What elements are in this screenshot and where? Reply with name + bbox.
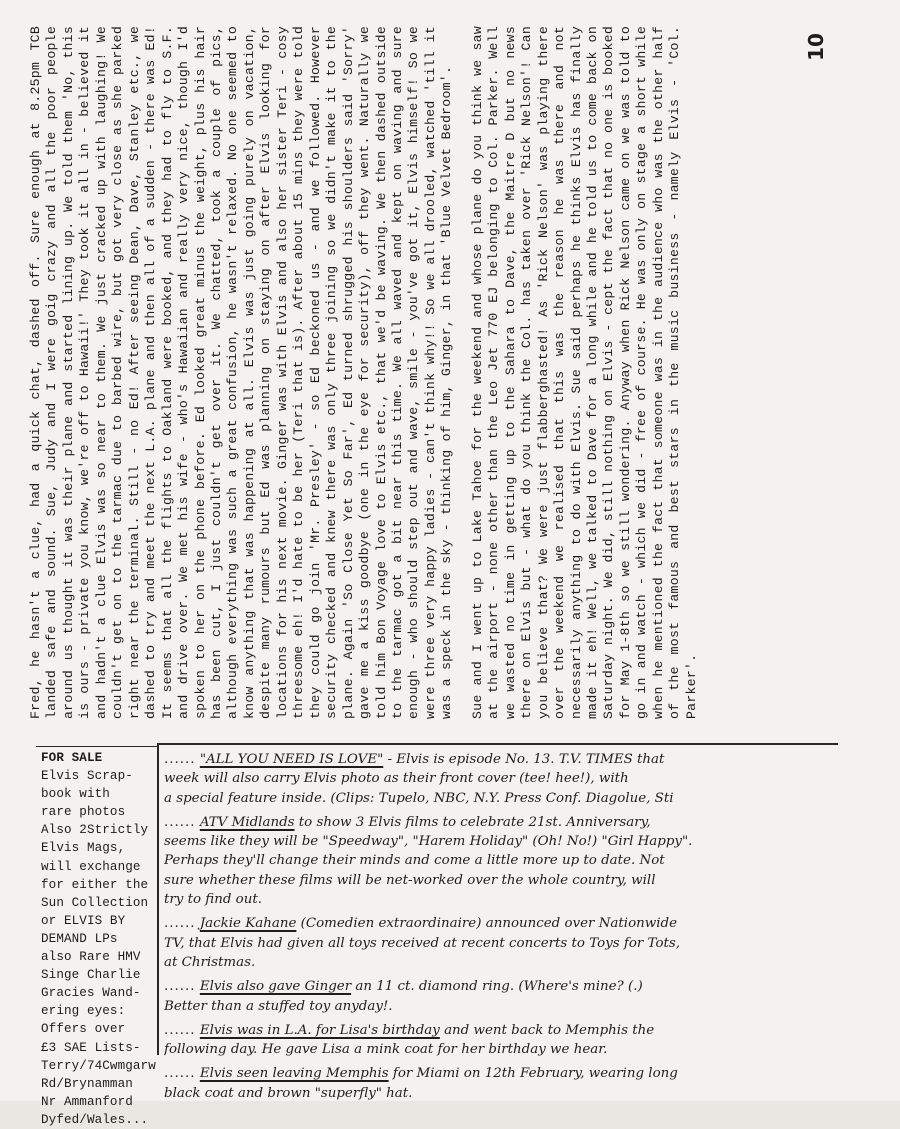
news-line: try to find out. bbox=[164, 892, 263, 908]
leader-dots: ...... bbox=[164, 1066, 196, 1082]
news-line: Better than a stuffed toy anyday!. bbox=[164, 998, 393, 1014]
news-headline: ATV Midlands bbox=[199, 814, 295, 830]
article-paragraph: Fred, he hasn't a clue, had a quick chat, dashed off. Sure enough at 8.25pm TCB landed safe and sound. Sue, Judy and I were goig crazy and all the poor people around us thought it was their plane and started lining up. We told them 'No, this is ours - private you know, we're off to Hawaii!' They took it all in - believed it and hadn't a clue Elvis was so near to them. We just cracked up with laughing! We couldn't get on to the tarmac due to barbed wire, but got very close as she parked right near the terminal. Still - no Ed! After seeing Dean, Dave, Stanley etc., we dashed to try and meet the next L.A. plane and then all of a sudden - there was Ed! It seems that all the flights to Oakland were booked, and they had to fly to S.F. and drive over. We met his wife - who's Hawaiian and really very nice, though I'd spoken to her on the phone before. Ed looked great minus the weight, plus his hair has been cut, I just couldn't get over it. We chatted, took a couple of pics, although everything was such a great confusion, he wasn't relaxed. No one seemed to know anything that was happening at all. Elvis was just going purely on vacation, despite many rumours but Ed was planning on staying on after Elvis looking for locations for his next movie. Ginger was with Elvis and also her sister Teri - cosy threesome eh! I'd hate to be her (Teri that is). After about 15 mins they were told they could go join 'Mr. Presley' - so Ed beckoned us - and we followed. However security checked and knew there was only three joining so we didn't make it to the plane. Again 'So Close Yet So Far', Ed turned shrugged his shoulders said 'Sorry' gave me a kiss goodbye (one in the eye for security), off they went. Naturally we told him Bon Voyage love to Elvis etc., that we'd be waving. We then dashed outside to the tarmac got a bit near this time. We all waved and kept on waving and sure enough - who should step out and wave, smile - you've got it, Elvis himself! So we were three very happy ladies - can't think why!! So we all drooled, watched 'till it was a speck in the sky - thinking of him, Ginger, in that 'Blue Velvet Bedroom'. bbox=[28, 26, 455, 719]
news-text: for Miami on 12th February, wearing long bbox=[388, 1066, 678, 1082]
for-sale-line: Nr Ammanford bbox=[41, 1094, 133, 1109]
news-items bbox=[164, 750, 840, 1108]
for-sale-line: Offers over bbox=[41, 1022, 126, 1037]
for-sale-heading: FOR SALE bbox=[41, 751, 103, 765]
for-sale-line: Gracies Wand- bbox=[41, 986, 141, 1001]
for-sale-line: Elvis Mags, bbox=[41, 841, 126, 856]
for-sale-line: book with bbox=[41, 787, 110, 802]
news-text: (Comedien extraordinaire) announced over Nationwide bbox=[296, 916, 678, 932]
for-sale-line: Elvis Scrap- bbox=[41, 769, 133, 784]
leader-dots: ...... bbox=[164, 814, 196, 830]
news-item bbox=[164, 914, 840, 972]
leader-dots: ...... bbox=[164, 752, 196, 767]
for-sale-line: Rd/Brynamman bbox=[41, 1076, 133, 1091]
article-column-rotated bbox=[22, 22, 822, 727]
news-line: TV, that Elvis had given all toys received at recent concerts to Toys for Tots, bbox=[164, 935, 681, 951]
news-item bbox=[164, 1064, 840, 1103]
for-sale-line: rare photos bbox=[41, 805, 126, 820]
for-sale-line: DEMAND LPs bbox=[41, 931, 118, 946]
for-sale-line: Sun Collection bbox=[41, 895, 149, 910]
for-sale-box bbox=[41, 749, 157, 1129]
for-sale-line: ering eyes: bbox=[41, 1004, 126, 1019]
news-line: following day. He gave Lisa a mink coat for her birthday we hear. bbox=[164, 1042, 608, 1058]
news-text: and went back to Memphis the bbox=[439, 1022, 655, 1038]
news-headline: Elvis was in L.A. for Lisa's birthday bbox=[199, 1022, 440, 1038]
leader-dots: ...... bbox=[164, 916, 196, 932]
news-text: - Elvis is episode No. 13. T.V. TIMES that bbox=[383, 752, 665, 767]
news-line: seems like they will be "Speedway", "Harem Holiday" (Oh! No!) "Girl Happy". bbox=[164, 834, 693, 850]
news-line: sure whether these films will be net-worked over the whole country, will bbox=[164, 872, 656, 888]
news-item bbox=[164, 813, 840, 909]
for-sale-line: will exchange bbox=[41, 859, 141, 874]
article-paragraph: Sue and I went up to Lake Tahoe for the weekend and whose plane do you think we saw at the airport - none other than the Leo Jet 770 EJ belonging to Col. Parker. Well we wasted no time in getting up to the Sahara to Dave, the Maitre D but no news there on Elvis but - what do you think the Col. has taken over 'Rick Nelson'! Can you believe that? We were just flabberghasted! As 'Rick Nelson' was playing there over the weekend we realised that this was the reason he was there and not necessarily anything to do with Elvis. Sue said perhaps he thinks Elvis has finally made it eh! Well, we talked to Dave for a long while and he told us to come back on Saturday night. We did, still nothing on Elvis - cept the fact that no one is booked for May 1-8th so we still wondering. Anyway when Rick Nelson came on we was told to go in and watch - which we did - free of course. He was only on stage a short while when he mentioned the fact that someone was in the audience who was the other half of the most famous and best stars in the music business - namely Elvis - 'Col. Parker'. bbox=[469, 26, 699, 719]
news-headline: Elvis also gave Ginger bbox=[199, 979, 352, 995]
for-sale-line: for either the bbox=[41, 877, 149, 892]
leader-dots: ...... bbox=[164, 979, 196, 995]
news-headline: Elvis seen leaving Memphis bbox=[199, 1066, 389, 1082]
for-sale-line: or ELVIS BY bbox=[41, 913, 126, 928]
for-sale-line: £3 SAE Lists- bbox=[41, 1040, 141, 1055]
main-article bbox=[22, 22, 822, 727]
news-line: black coat and brown "superfly" hat. bbox=[164, 1085, 413, 1101]
leader-dots: ...... bbox=[164, 1022, 196, 1038]
news-line: Perhaps they'll change their minds and come a little more up to date. Not bbox=[164, 853, 665, 869]
news-line: a special feature inside. (Clips: Tupelo, NBC, N.Y. Press Conf. Diagolue, Sti bbox=[164, 790, 674, 806]
divider-horizontal-left bbox=[36, 746, 157, 747]
news-item bbox=[164, 750, 840, 808]
news-headline: Jackie Kahane bbox=[199, 916, 297, 932]
news-item bbox=[164, 1021, 840, 1060]
divider-vertical bbox=[157, 743, 159, 1055]
page-number: 10 bbox=[804, 33, 828, 61]
news-line: week will also carry Elvis photo as their front cover (tee! hee!), with bbox=[164, 771, 629, 787]
news-line: at Christmas. bbox=[164, 954, 256, 970]
for-sale-line: also Rare HMV bbox=[41, 950, 141, 965]
news-item bbox=[164, 977, 840, 1016]
news-headline: "ALL YOU NEED IS LOVE" bbox=[199, 752, 384, 767]
for-sale-line: Singe Charlie bbox=[41, 968, 141, 983]
divider-horizontal bbox=[157, 743, 838, 745]
news-text: to show 3 Elvis films to celebrate 21st. Anniversary, bbox=[294, 814, 651, 830]
for-sale-line: Also 2Strictly bbox=[41, 823, 149, 838]
news-text: an 11 ct. diamond ring. (Where's mine? (.) bbox=[351, 979, 643, 995]
for-sale-line: Terry/74Cwmgarw bbox=[41, 1058, 156, 1073]
for-sale-line: Dyfed/Wales... bbox=[41, 1112, 149, 1127]
